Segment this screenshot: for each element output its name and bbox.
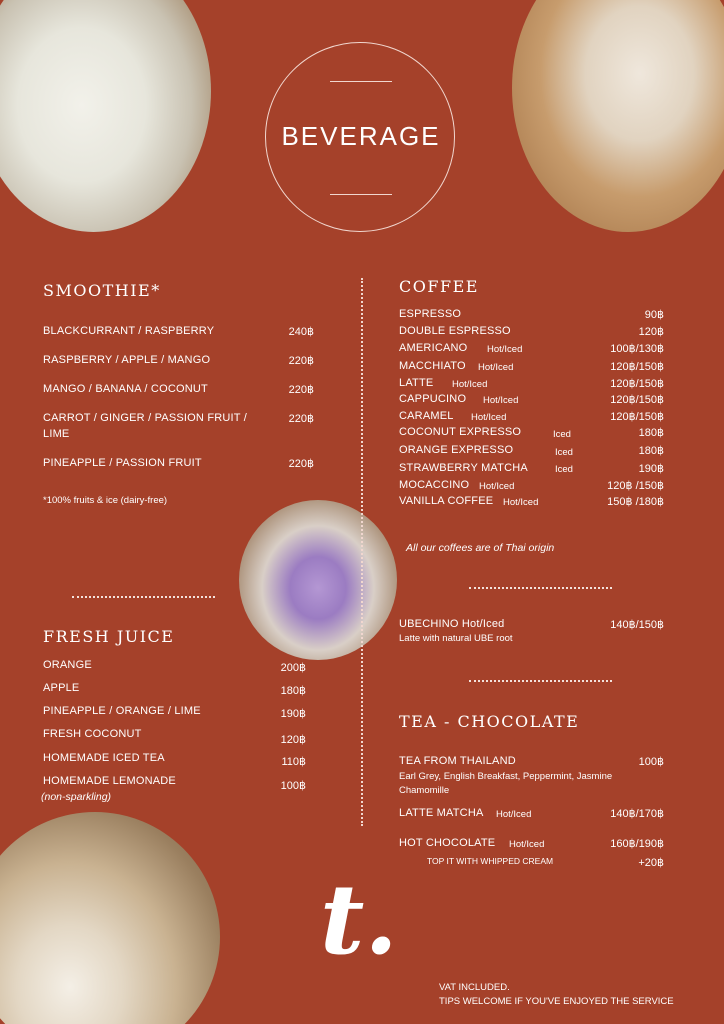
item-price: 240฿ bbox=[288, 326, 314, 338]
item-price: 180฿ bbox=[638, 427, 664, 439]
item-price: 220฿ bbox=[288, 413, 314, 425]
list-item: CAPPUCINO bbox=[399, 393, 467, 405]
list-item: RASPBERRY / APPLE / MANGO bbox=[43, 354, 211, 366]
item-price: 180฿ bbox=[638, 445, 664, 457]
item-price: 180฿ bbox=[280, 685, 306, 697]
list-item-cont: LIME bbox=[43, 428, 70, 440]
ubechino-price: 140฿/150฿ bbox=[610, 619, 664, 631]
item-option: Hot/Iced bbox=[496, 809, 532, 820]
list-item: LATTE MATCHA bbox=[399, 807, 484, 819]
item-option: Iced bbox=[555, 464, 573, 475]
list-item: HOT CHOCOLATE bbox=[399, 837, 496, 849]
item-option: Hot/Iced bbox=[471, 412, 507, 423]
list-item: DOUBLE ESPRESSO bbox=[399, 325, 511, 337]
item-option: Hot/Iced bbox=[503, 497, 539, 508]
item-price: 120฿/150฿ bbox=[610, 378, 664, 390]
lemonade-note: (non-sparkling) bbox=[41, 791, 112, 803]
coffee-heading: COFFEE bbox=[399, 277, 479, 296]
item-option: Hot/Iced bbox=[509, 839, 545, 850]
item-price: 220฿ bbox=[288, 355, 314, 367]
item-price: 100฿/130฿ bbox=[610, 343, 664, 355]
smoothie-note: *100% fruits & ice (dairy-free) bbox=[43, 495, 168, 506]
item-price: 110฿ bbox=[281, 756, 306, 768]
list-item: MANGO / BANANA / COCONUT bbox=[43, 383, 208, 395]
section-divider bbox=[469, 587, 612, 589]
ubechino-desc: Latte with natural UBE root bbox=[399, 633, 513, 644]
list-item: HOMEMADE LEMONADE bbox=[43, 775, 176, 787]
item-price: 150฿ /180฿ bbox=[607, 496, 664, 508]
ubechino-item: UBECHINO Hot/Iced bbox=[399, 618, 505, 630]
list-item: APPLE bbox=[43, 682, 80, 694]
list-item: PINEAPPLE / ORANGE / LIME bbox=[43, 705, 201, 717]
page-title: BEVERAGE bbox=[281, 121, 441, 151]
item-price: 140฿/170฿ bbox=[610, 808, 664, 820]
list-item: CARROT / GINGER / PASSION FRUIT / bbox=[43, 412, 248, 424]
item-option: Hot/Iced bbox=[479, 481, 515, 492]
list-item: VANILLA COFFEE bbox=[399, 495, 494, 507]
lemonade-photo bbox=[0, 0, 211, 232]
item-price: 100฿ bbox=[280, 780, 306, 792]
section-divider bbox=[72, 596, 215, 598]
list-item: MOCACCINO bbox=[399, 479, 470, 491]
item-option: Hot/Iced bbox=[487, 344, 523, 355]
list-item: STRAWBERRY MATCHA bbox=[399, 462, 528, 474]
item-price: 120฿ /150฿ bbox=[607, 480, 664, 492]
item-option: Iced bbox=[553, 429, 571, 440]
item-price: 190฿ bbox=[638, 463, 664, 475]
coffee-origin-note: All our coffees are of Thai origin bbox=[406, 542, 555, 554]
list-item: ESPRESSO bbox=[399, 308, 462, 320]
fresh-juice-heading: FRESH JUICE bbox=[43, 627, 175, 646]
column-divider bbox=[361, 278, 363, 826]
item-price: 120฿/150฿ bbox=[610, 411, 664, 423]
tea-desc: Earl Grey, English Breakfast, Peppermint, Jasmine bbox=[399, 771, 613, 782]
smoothie-heading: SMOOTHIE* bbox=[43, 281, 161, 300]
item-price: 190฿ bbox=[280, 708, 306, 720]
item-price: 120฿ bbox=[638, 326, 664, 338]
list-item: PINEAPPLE / PASSION FRUIT bbox=[43, 457, 202, 469]
item-price: 90฿ bbox=[644, 309, 664, 321]
item-price: 120฿ bbox=[280, 734, 306, 746]
list-item: MACCHIATO bbox=[399, 360, 466, 372]
list-item: ORANGE bbox=[43, 659, 92, 671]
badge-bottom-line bbox=[330, 194, 392, 195]
list-item: AMERICANO bbox=[399, 342, 468, 354]
topping-price: +20฿ bbox=[638, 857, 664, 869]
item-price: 100฿ bbox=[638, 756, 664, 768]
item-option: Hot/Iced bbox=[478, 362, 514, 373]
item-price: 120฿/150฿ bbox=[610, 394, 664, 406]
iced-coffee-photo bbox=[512, 0, 724, 232]
latte-photo bbox=[0, 812, 220, 1024]
tea-desc-cont: Chamomille bbox=[399, 785, 450, 796]
list-item: FRESH COCONUT bbox=[43, 728, 142, 740]
item-option: Iced bbox=[555, 447, 573, 458]
footer-vat: VAT INCLUDED. bbox=[439, 982, 510, 993]
brand-logo: t. bbox=[320, 863, 398, 976]
item-price: 200฿ bbox=[280, 662, 306, 674]
ubechino-photo bbox=[239, 500, 397, 660]
list-item: TEA FROM THAILAND bbox=[399, 755, 516, 767]
item-option: Hot/Iced bbox=[483, 395, 519, 406]
item-price: 120฿/150฿ bbox=[610, 361, 664, 373]
item-price: 220฿ bbox=[288, 458, 314, 470]
list-item: HOMEMADE ICED TEA bbox=[43, 752, 165, 764]
item-price: 160฿/190฿ bbox=[610, 838, 664, 850]
item-price: 220฿ bbox=[288, 384, 314, 396]
list-item: COCONUT EXPRESSO bbox=[399, 426, 522, 438]
title-badge bbox=[265, 42, 455, 232]
list-item: CARAMEL bbox=[399, 410, 454, 422]
tea-chocolate-heading: TEA - CHOCOLATE bbox=[399, 712, 580, 731]
footer-tips: TIPS WELCOME IF YOU'VE ENJOYED THE SERVICE bbox=[439, 996, 674, 1007]
section-divider bbox=[469, 680, 612, 682]
list-item: ORANGE EXPRESSO bbox=[399, 444, 514, 456]
topping-item: TOP IT WITH WHIPPED CREAM bbox=[427, 856, 554, 866]
badge-top-line bbox=[330, 81, 392, 82]
list-item: BLACKCURRANT / RASPBERRY bbox=[43, 325, 215, 337]
item-option: Hot/Iced bbox=[452, 379, 488, 390]
list-item: LATTE bbox=[399, 377, 434, 389]
